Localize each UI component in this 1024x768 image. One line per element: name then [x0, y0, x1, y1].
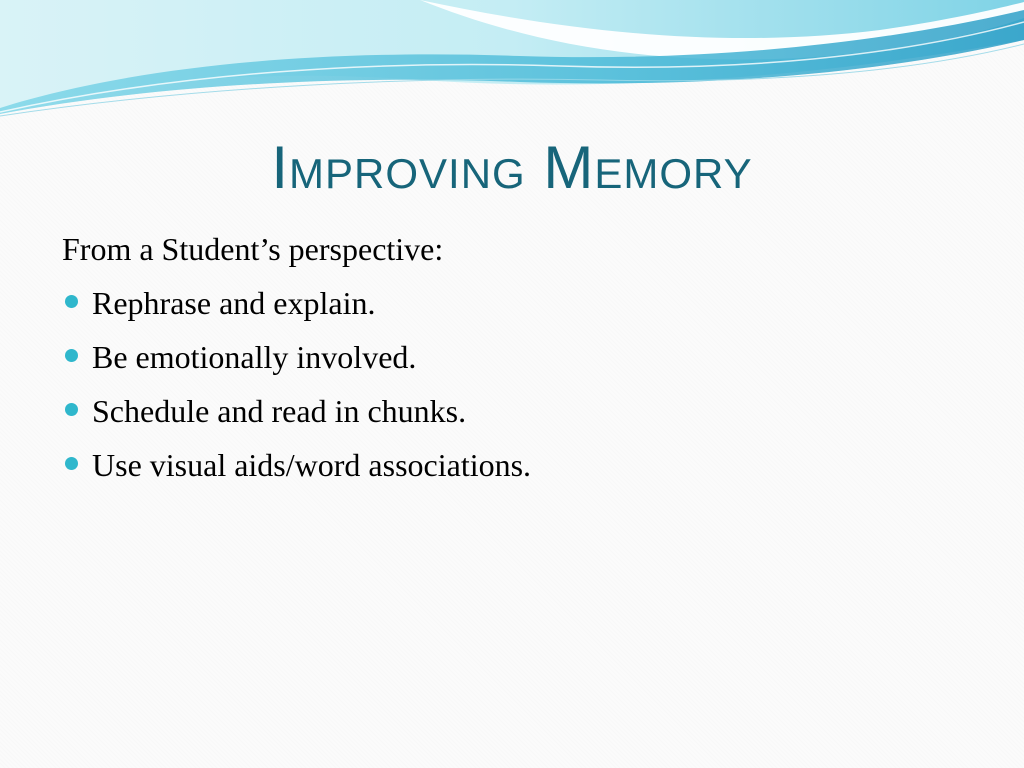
bullet-icon	[65, 403, 78, 416]
bullet-text: Use visual aids/word associations.	[92, 447, 532, 483]
bullet-text: Schedule and read in chunks.	[92, 393, 467, 429]
bullet-icon	[65, 457, 78, 470]
decorative-wave-banner	[0, 0, 1024, 130]
bullet-text: Rephrase and explain.	[92, 285, 376, 321]
list-item	[62, 384, 962, 438]
slide-title: Improving Memory	[271, 134, 753, 201]
bullet-icon	[65, 349, 78, 362]
intro-line: From a Student’s perspective:	[62, 231, 444, 267]
list-item	[62, 276, 962, 330]
list-item	[62, 330, 962, 384]
bullet-text: Be emotionally involved.	[92, 339, 417, 375]
bullet-icon	[65, 295, 78, 308]
slide-content	[62, 222, 962, 492]
list-item	[62, 438, 962, 492]
bullet-list	[62, 276, 962, 492]
